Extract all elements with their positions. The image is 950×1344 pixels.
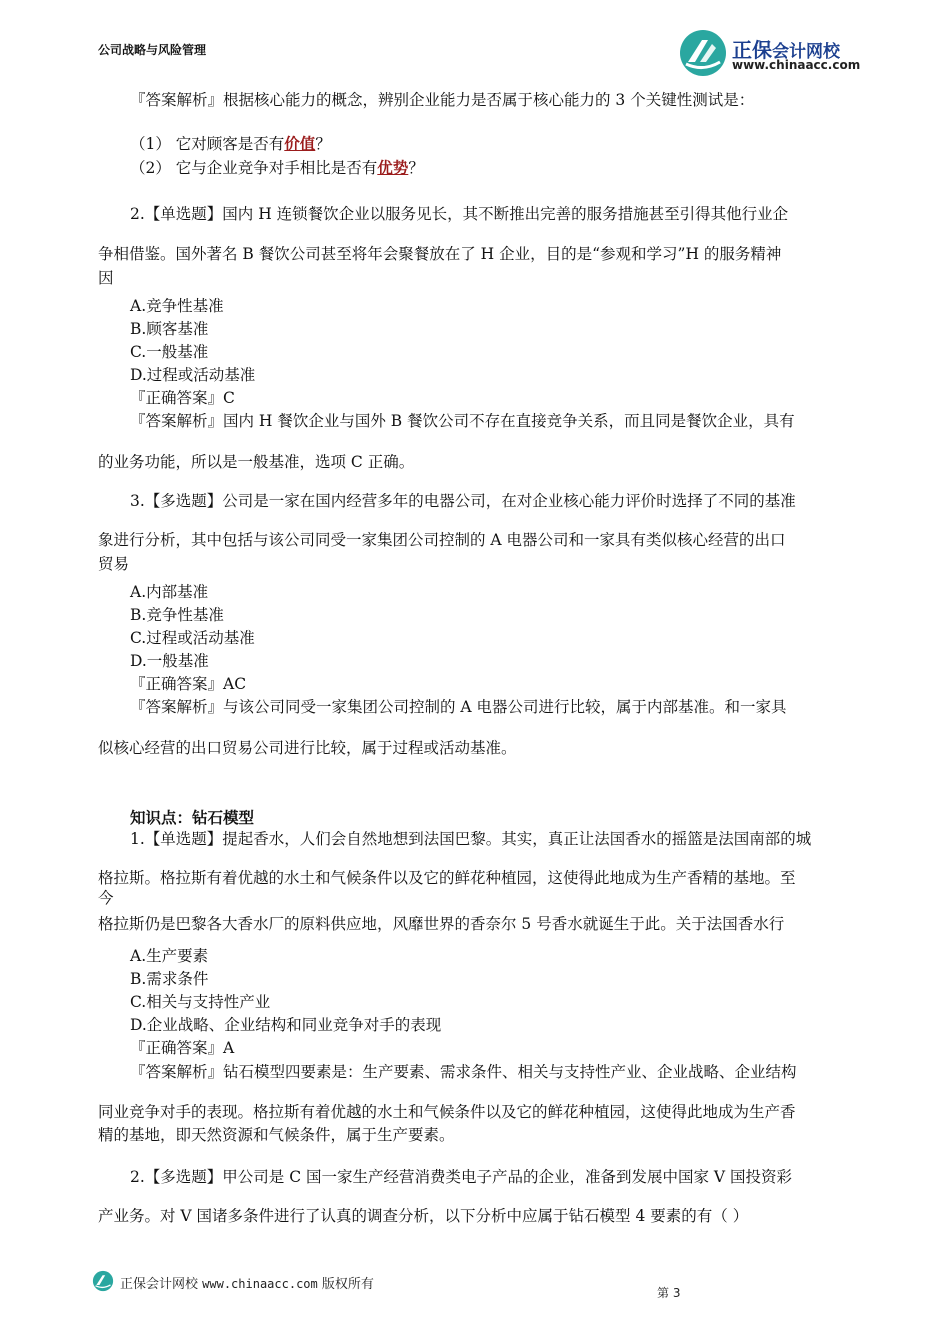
section-title: 知识点：钻石模型 (130, 808, 255, 827)
question-stem: 象进行分析，其中包括与该公司同受一家集团公司控制的 A 电器公司和一家具有类似核心经营的出口 (98, 531, 786, 549)
question-stem: 格拉斯。格拉斯有着优越的水土和气候条件以及它的鲜花种植园，这使得此地成为生产香精的基地。至 (98, 869, 796, 887)
question-stem-cut: 格拉斯仍是巴黎各大香水厂的原料供应地，风靡世界的香奈尔 5 号香水就诞生于此。关于法国香水行 (98, 915, 785, 933)
correct-answer: 『正确答案』A (130, 1039, 235, 1057)
brand-url: www.chinaacc.com (732, 58, 861, 72)
footer (92, 1270, 872, 1300)
question-stem-cut: 贸易 (98, 555, 130, 573)
brand-main: 正保 (732, 38, 772, 62)
footer-rights: 版权所有 (321, 1277, 374, 1292)
option: A.内部基准 (130, 583, 209, 601)
correct-answer: 『正确答案』C (130, 389, 235, 407)
question-stem: 今 (98, 889, 114, 907)
option: C.一般基准 (130, 343, 209, 361)
chinaacc-logo-icon (92, 1270, 114, 1292)
answer-explanation: 的业务功能，所以是一般基准，选项 C 正确。 (98, 453, 415, 471)
header-logo (678, 28, 868, 78)
question-stem-cut: 因 (98, 269, 114, 287)
question-stem-cut: 1.【单选题】提起香水，人们会自然地想到法国巴黎。其实，真正让法国香水的摇篮是法国南部的城 (130, 830, 812, 848)
question-stem-cut: 产业务。对 V 国诸多条件进行了认真的调查分析，以下分析中应属于钻石模型 4 要素的有（ ） (98, 1207, 749, 1225)
answer-explanation: 同业竞争对手的表现。格拉斯有着优越的水土和气候条件以及它的鲜花种植园，这使得此地成为生产香 (98, 1103, 796, 1121)
footer-url: www.chinaacc.com (202, 1277, 318, 1291)
answer-explanation: 『答案解析』根据核心能力的概念，辨别企业能力是否属于核心能力的 3 个关键性测试是： (130, 91, 755, 109)
question-stem: 争相借鉴。国外著名 B 餐饮公司甚至将年会聚餐放在了 H 企业，目的是“参观和学习”H 的服务精神 (98, 245, 782, 263)
answer-explanation: 精的基地，即天然资源和气候条件，属于生产要素。 (98, 1126, 455, 1144)
answer-explanation: 『答案解析』与该公司同受一家集团公司控制的 A 电器公司进行比较，属于内部基准。和一家具 (130, 698, 787, 716)
option: D.过程或活动基准 (130, 366, 256, 384)
answer-explanation: 『答案解析』国内 H 餐饮企业与国外 B 餐饮公司不存在直接竞争关系，而且同是餐饮企业，具有 (130, 412, 795, 430)
option: C.过程或活动基准 (130, 629, 255, 647)
option: B.需求条件 (130, 970, 209, 988)
answer-explanation: 『答案解析』钻石模型四要素是：生产要素、需求条件、相关与支持性产业、企业战略、企业结构 (130, 1063, 797, 1081)
option: D.企业战略、企业结构和同业竞争对手的表现 (130, 1016, 442, 1034)
option: A.竞争性基准 (130, 297, 224, 315)
chinaacc-logo-icon (678, 28, 728, 78)
header-fragment: 公司战略与风险管理 (98, 43, 207, 57)
brand-sub: 会计网校 (772, 42, 840, 62)
question-stem-cut: 2.【单选题】国内 H 连锁餐饮企业以服务见长，其不断推出完善的服务措施甚至引得其他行业企 (130, 205, 789, 223)
test-item-2: （2） 它与企业竞争对手相比是否有优势？ (130, 158, 424, 177)
option: D.一般基准 (130, 652, 209, 670)
option: A.生产要素 (130, 947, 209, 965)
option: B.竞争性基准 (130, 606, 224, 624)
question-stem-cut: 2.【多选题】甲公司是 C 国一家生产经营消费类电子产品的企业，准备到发展中国家 V 国投资彩 (130, 1168, 793, 1186)
correct-answer: 『正确答案』AC (130, 675, 247, 693)
option: B.顾客基准 (130, 320, 209, 338)
answer-explanation: 似核心经营的出口贸易公司进行比较，属于过程或活动基准。 (98, 739, 517, 757)
footer-brand: 正保会计网校 (120, 1277, 199, 1292)
question-stem-cut: 3.【多选题】公司是一家在国内经营多年的电器公司，在对企业核心能力评价时选择了不同的基准 (130, 492, 796, 510)
page-number: 第 3 (657, 1286, 681, 1300)
option: C.相关与支持性产业 (130, 993, 271, 1011)
test-item-1: （1） 它对顾客是否有价值？ (130, 134, 331, 153)
